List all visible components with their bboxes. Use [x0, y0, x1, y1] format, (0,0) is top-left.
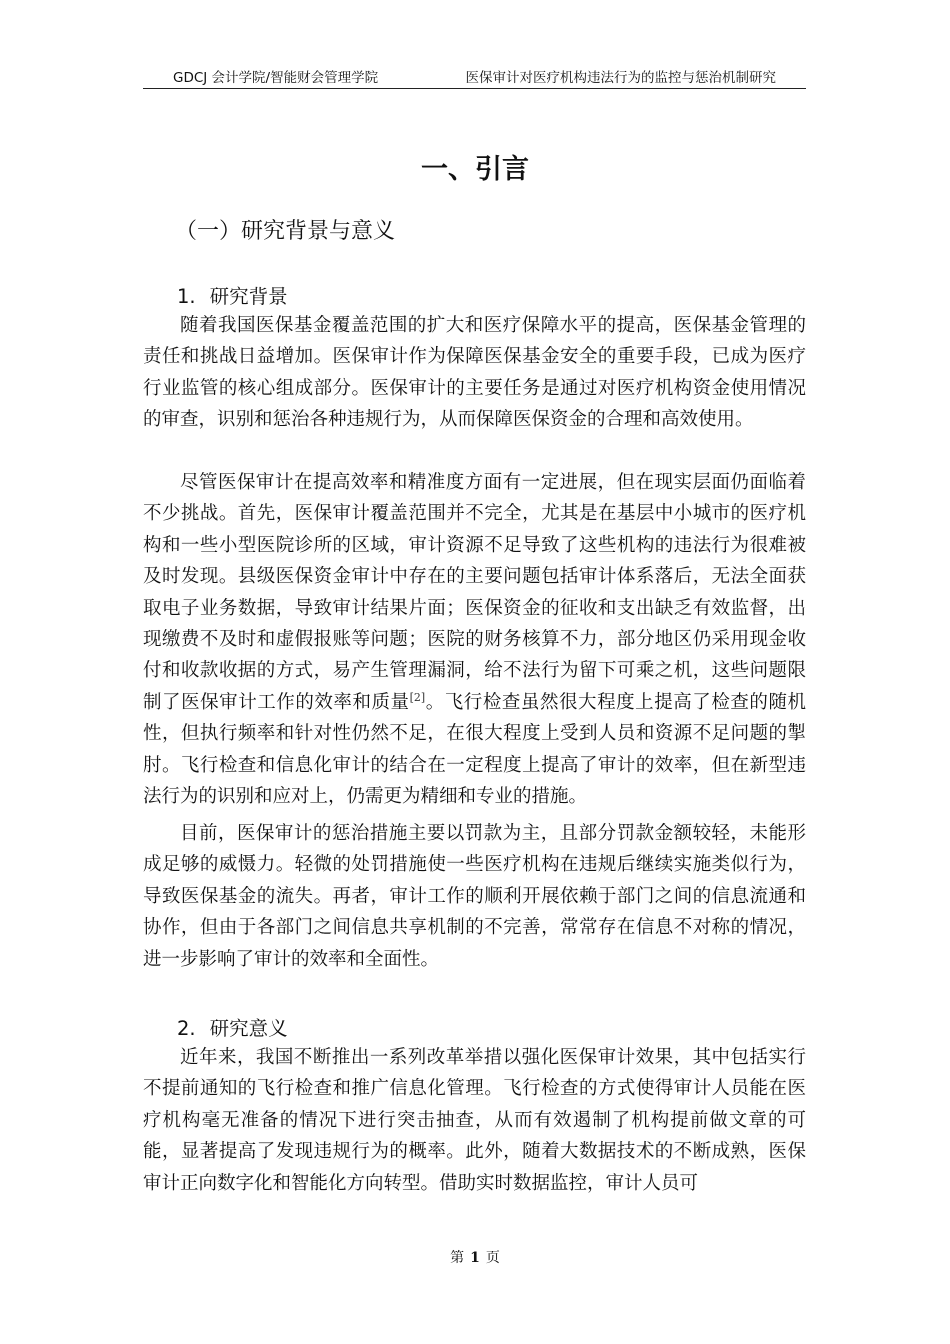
paragraph-with-citation — [143, 467, 806, 812]
subsection-title: 研究背景 — [209, 285, 288, 308]
paragraph-text: 尽管医保审计在提高效率和精准度方面有一定进展，但在现实层面仍面临着不少挑战。首先，医保审计覆盖范围并不完全，尤其是在基层中小城市的医疗机构和一些小型医院诊所的区域，审计资源不足导致了这些机构的违法行为很难被及时发现。县级医保资金审计中存在的主要问题包括审计体系落后，无法全面获取电子业务数据，导致审计结果片面；医保资金的征收和支出缺乏有效监督，出现缴费不及时和虚假报账等问题；医院的财务核算不力，部分地区仍采用现金收付和收款收据的方式，易产生管理漏洞，给不法行为留下可乘之机，这些问题限制了医保审计工作的效率和质量 — [143, 472, 806, 713]
paragraph-text: 。飞行检查虽然很大程度上提高了检查的随机性，但执行频率和针对性仍然不足，在很大程度上受到人员和资源不足问题的掣肘。飞行检查和信息化审计的结合在一定程度上提高了审计的效率，但在新型违法行为的识别和应对上，仍需更为精细和专业的措施。 — [143, 691, 806, 808]
paragraph: 目前，医保审计的惩治措施主要以罚款为主，且部分罚款金额较轻，未能形成足够的威慑力。轻微的处罚措施使一些医疗机构在违规后继续实施类似行为，导致医保基金的流失。再者，审计工作的顺利开展依赖于部门之间的信息流通和协作，但由于各部门之间信息共享机制的不完善，常常存在信息不对称的情况，进一步影响了审计的效率和全面性。 — [143, 823, 806, 970]
page-number: 1 — [470, 1250, 480, 1266]
paragraph: 近年来，我国不断推出一系列改革举措以强化医保审计效果，其中包括实行不提前通知的飞行检查和推广信息化管理。飞行检查的方式使得审计人员能在医疗机构毫无准备的情况下进行突击抽查，从而有效遏制了机构提前做文章的可能，显著提高了发现违规行为的概率。此外，随着大数据技术的不断成熟，医保审计正向数字化和智能化方向转型。借助实时数据监控，审计人员可 — [143, 1047, 806, 1194]
paragraph: 随着我国医保基金覆盖范围的扩大和医疗保障水平的提高，医保基金管理的责任和挑战日益增加。医保审计作为保障医保基金安全的重要手段，已成为医疗行业监管的核心组成部分。医保审计的主要任务是通过对医疗机构资金使用情况的审查，识别和惩治各种违规行为，从而保障医保资金的合理和高效使用。 — [143, 315, 806, 431]
subsection-number: 1. — [177, 285, 196, 308]
subsection-heading-background — [177, 281, 288, 309]
chapter-title: 一、引言 — [421, 154, 529, 185]
subsection-number: 2. — [177, 1017, 196, 1040]
section-title: （一）研究背景与意义 — [175, 219, 396, 244]
footer-suffix: 页 — [485, 1250, 500, 1266]
header-paper-title: 医保审计对医疗机构违法行为的监控与惩治机制研究 — [465, 70, 776, 86]
footer-prefix: 第 — [450, 1250, 465, 1266]
subsection-heading-significance — [177, 1013, 288, 1041]
page-footer — [0, 1247, 950, 1267]
header-institution: GDCJ 会计学院/智能财会管理学院 — [173, 70, 379, 86]
page-header — [143, 66, 806, 89]
subsection-title: 研究意义 — [209, 1017, 288, 1040]
citation-ref: [2] — [409, 690, 426, 704]
